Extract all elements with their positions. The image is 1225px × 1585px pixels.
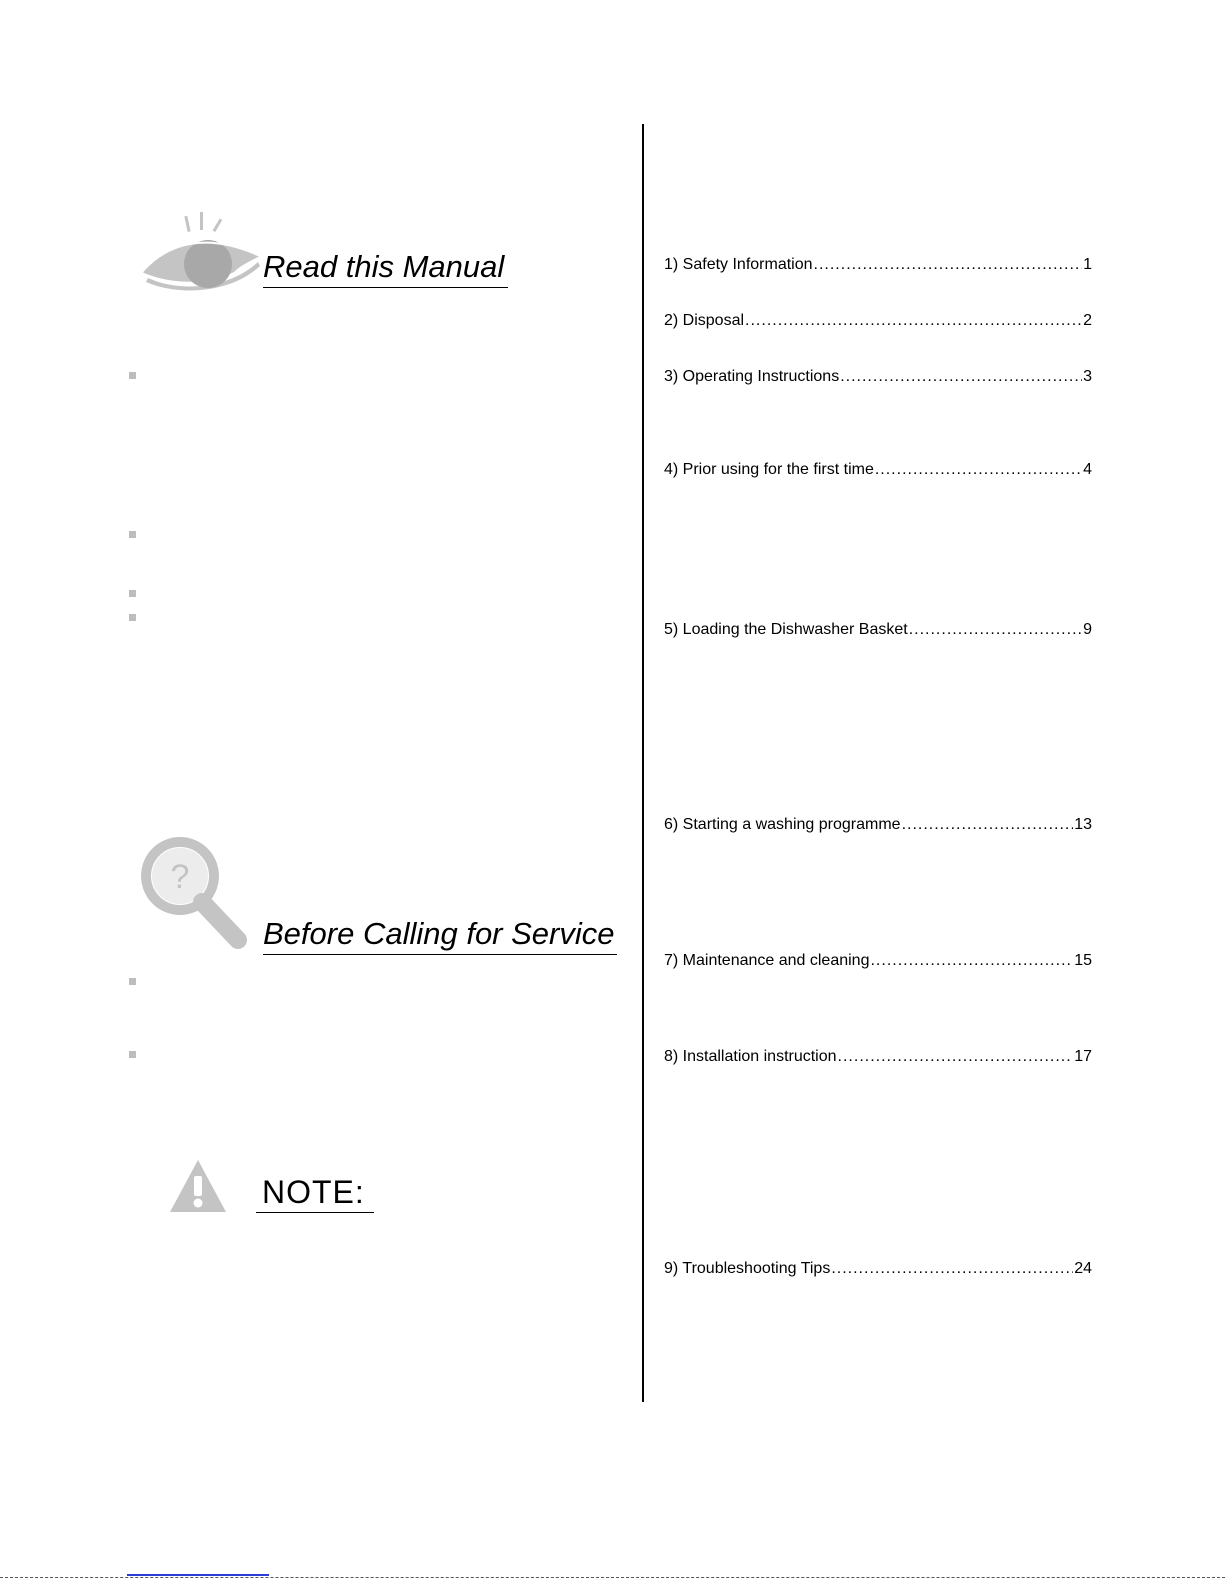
toc-leader [909,620,1082,640]
toc-page-number: 3 [1083,368,1092,385]
toc-entry[interactable] [664,255,1092,275]
toc-label: 7) Maintenance and cleaning [664,952,870,969]
footer-rule [0,1577,1225,1578]
toc-entry[interactable] [664,367,1092,387]
toc-label: 5) Loading the Dishwasher Basket [664,621,908,638]
note-heading: NOTE: [256,1174,374,1213]
bullet-marker [129,531,136,538]
eye-icon [138,212,262,294]
bullet-marker [129,614,136,621]
toc-page-number: 13 [1074,816,1092,833]
toc-leader [870,951,1073,971]
warning-icon [168,1158,228,1214]
read-manual-heading: Read this Manual [263,249,508,288]
toc-entry[interactable] [664,951,1092,971]
column-divider [642,124,644,1402]
before-service-heading: Before Calling for Service [263,916,617,955]
magnifier-question-icon [140,836,252,952]
footer-link-underline [127,1574,269,1576]
toc-page-number: 15 [1074,952,1092,969]
toc-entry[interactable] [664,815,1092,835]
toc-leader [902,815,1074,835]
toc-label: 4) Prior using for the first time [664,461,874,478]
toc-page-number: 17 [1074,1048,1092,1065]
toc-entry[interactable] [664,1259,1092,1279]
toc-leader [838,1047,1074,1067]
toc-label: 6) Starting a washing programme [664,816,901,833]
toc-leader [831,1259,1073,1279]
bullet-marker [129,978,136,985]
svg-text:?: ? [170,858,190,896]
toc-entry[interactable] [664,460,1092,480]
toc-leader [875,460,1082,480]
bullet-marker [129,1051,136,1058]
toc-leader [745,311,1082,331]
toc-entry[interactable] [664,311,1092,331]
toc-page-number: 4 [1083,461,1092,478]
toc-page-number: 1 [1083,256,1092,273]
toc-leader [840,367,1082,387]
toc-label: 9) Troubleshooting Tips [664,1260,831,1277]
bullet-marker [129,590,136,597]
toc-page-number: 9 [1083,621,1092,638]
toc-label: 3) Operating Instructions [664,368,840,385]
bullet-marker [129,372,136,379]
toc-entry[interactable] [664,620,1092,640]
toc-label: 1) Safety Information [664,256,813,273]
toc-label: 2) Disposal [664,312,745,329]
toc-label: 8) Installation instruction [664,1048,837,1065]
toc-entry[interactable] [664,1047,1092,1067]
toc-page-number: 2 [1083,312,1092,329]
toc-leader [814,255,1083,275]
toc-page-number: 24 [1074,1260,1092,1277]
